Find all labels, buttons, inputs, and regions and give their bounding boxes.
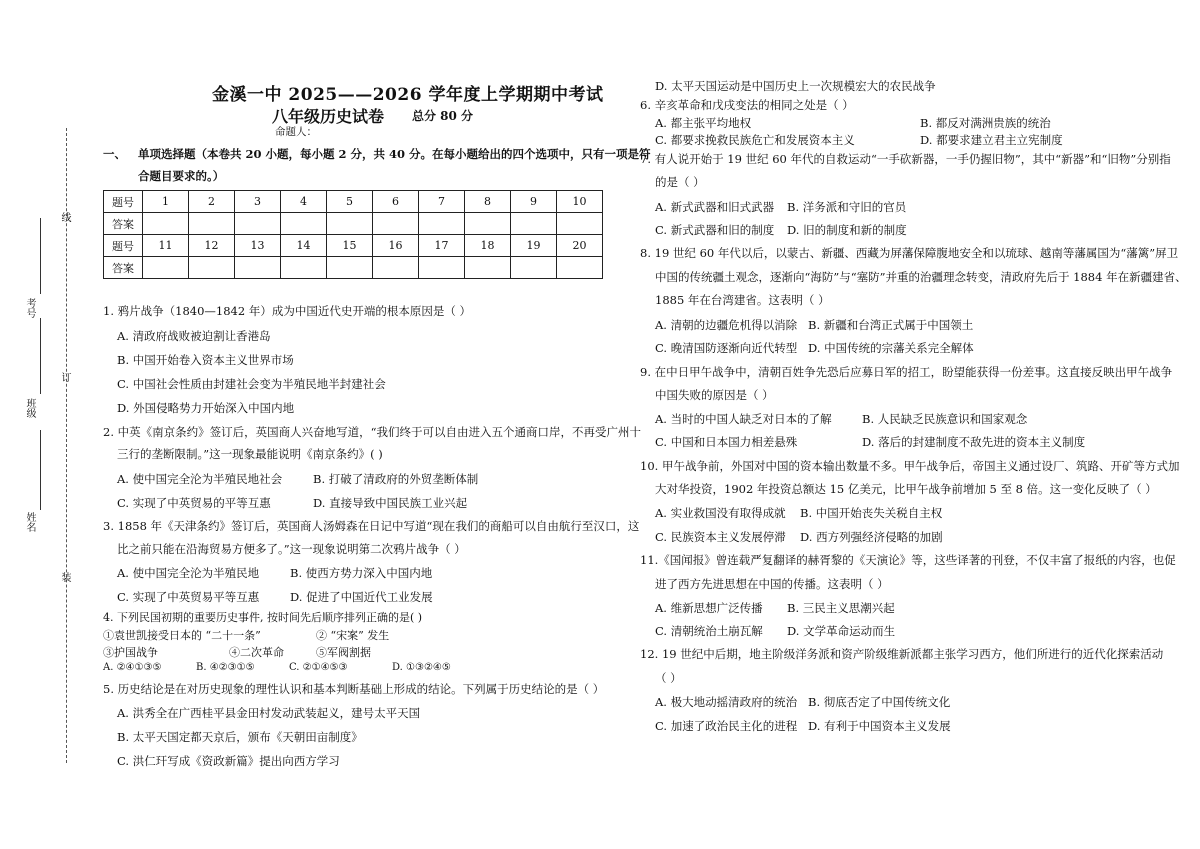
question-10-line2: 大对华投资，1902 年投资总额达 15 亿美元，比甲午战争前增加 5 至 8 倍。这一变化反映了（ ） (655, 482, 1157, 496)
question-3-line1: 3. 1858 年《天津条约》签订后，英国商人汤姆森在日记中写道“现在我们的商船可以自由航行至汉口，这 (103, 519, 640, 533)
answer-cell[interactable] (465, 213, 511, 235)
q12-option-d: D. 有利于中国资本主义发展 (808, 719, 951, 733)
banji-underline (40, 318, 41, 394)
q2-option-a: A. 使中国完全沦为半殖民地社会 (117, 472, 283, 486)
question-number-cell: 2 (189, 191, 235, 213)
table-header-cell: 题号 (104, 235, 143, 257)
table-header-cell: 答案 (104, 257, 143, 279)
question-number-cell: 15 (327, 235, 373, 257)
question-number-cell: 7 (419, 191, 465, 213)
question-number-cell: 5 (327, 191, 373, 213)
q4-event-2: ② “宋案” 发生 (316, 629, 390, 642)
q8-option-d: D. 中国传统的宗藩关系完全解体 (808, 341, 974, 355)
q4-event-4: ④二次革命 (229, 646, 284, 659)
q3-option-a: A. 使中国完全沦为半殖民地 (117, 566, 260, 580)
margin-label-xingming: 姓名 (24, 512, 35, 532)
q11-option-c: C. 清朝统治土崩瓦解 (655, 624, 763, 638)
question-number-cell: 10 (557, 191, 603, 213)
question-number-cell: 17 (419, 235, 465, 257)
q8-option-c: C. 晚清国防逐渐向近代转型 (655, 341, 798, 355)
question-7-line1: 7. 有人说开始于 19 世纪 60 年代的自救运动“一手砍新器，一手仍握旧物”，其中“新器”和“旧物”分别指 (640, 152, 1171, 166)
question-5: 5. 历史结论是在对历史现象的理性认识和基本判断基础上形成的结论。下列属于历史结论的是（ ） (103, 682, 605, 696)
q12-option-a: A. 极大地动摇清政府的统治 (655, 695, 798, 709)
question-number-cell: 6 (373, 191, 419, 213)
question-8-line3: 1885 年在台湾建省。这表明（ ） (655, 293, 830, 307)
q7-option-c: C. 新式武器和旧的制度 (655, 223, 775, 237)
table-row (104, 257, 603, 279)
question-11-line1: 11.《国闻报》曾连载严复翻译的赫胥黎的《天演论》等，这些译著的刊登，不仅丰富了报纸的内容，也促 (640, 553, 1176, 567)
answer-cell[interactable] (373, 257, 419, 279)
answer-cell[interactable] (557, 257, 603, 279)
q10-option-d: D. 西方列强经济侵略的加剧 (800, 530, 943, 544)
question-3-line2: 比之前只能在沿海贸易方便多了。”这一现象说明第二次鸦片战争（ ） (117, 542, 466, 556)
q11-option-b: B. 三民主义思潮兴起 (787, 601, 895, 615)
q9-option-b: B. 人民缺乏民族意识和国家观念 (862, 412, 1028, 426)
q3-option-b: B. 使西方势力深入中国内地 (290, 566, 433, 580)
q6-option-a: A. 都主张平均地权 (655, 116, 752, 130)
xingming-underline (40, 430, 41, 510)
answer-cell[interactable] (281, 257, 327, 279)
q12-option-c: C. 加速了政治民主化的进程 (655, 719, 798, 733)
question-1: 1. 鸦片战争（1840—1842 年）成为中国近代史开端的根本原因是（ ） (103, 304, 471, 318)
q6-option-b: B. 都反对满洲贵族的统治 (920, 116, 1051, 130)
question-7-line2: 的是（ ） (655, 175, 705, 189)
q8-option-b: B. 新疆和台湾正式属于中国领土 (808, 318, 974, 332)
answer-cell[interactable] (281, 213, 327, 235)
answer-table (103, 190, 603, 279)
q11-option-a: A. 维新思想广泛传播 (655, 601, 763, 615)
q1-option-a: A. 清政府战败被迫割让香港岛 (117, 329, 271, 343)
q3-option-d: D. 促进了中国近代工业发展 (290, 590, 433, 604)
question-9-line1: 9. 在中日甲午战争中，清朝百姓争先恐后应募日军的招工，盼望能获得一份差事。这直接反映出甲午战争 (640, 365, 1173, 379)
q5-option-c: C. 洪仁玕写成《资政新篇》提出向西方学习 (117, 754, 340, 768)
question-6: 6. 辛亥革命和戊戌变法的相同之处是（ ） (640, 98, 854, 112)
q10-option-c: C. 民族资本主义发展停滞 (655, 530, 786, 544)
q9-option-d: D. 落后的封建制度不敌先进的资本主义制度 (862, 435, 1086, 449)
q7-option-b: B. 洋务派和守旧的官员 (787, 200, 907, 214)
q1-option-d: D. 外国侵略势力开始深入中国内地 (117, 401, 295, 415)
answer-cell[interactable] (419, 213, 465, 235)
q12-option-b: B. 彻底否定了中国传统文化 (808, 695, 951, 709)
q4-option-a: A. ②④①③⑤ (103, 662, 162, 673)
question-number-cell: 1 (143, 191, 189, 213)
q5-option-d: D. 太平天国运动是中国历史上一次规模宏大的农民战争 (655, 79, 936, 93)
binding-dashed-line (66, 128, 67, 763)
question-number-cell: 11 (143, 235, 189, 257)
q1-option-c: C. 中国社会性质由封建社会变为半殖民地半封建社会 (117, 377, 386, 391)
table-row (104, 213, 603, 235)
section-number: 一、 (103, 147, 126, 161)
q5-option-b: B. 太平天国定都天京后，颁布《天朝田亩制度》 (117, 730, 363, 744)
q4-option-d: D. ①③②④⑤ (392, 662, 451, 673)
q2-option-d: D. 直接导致中国民族工业兴起 (313, 496, 468, 510)
margin-label-ding: 订 (59, 372, 70, 382)
question-number-cell: 3 (235, 191, 281, 213)
question-number-cell: 12 (189, 235, 235, 257)
answer-cell[interactable] (189, 213, 235, 235)
question-10-line1: 10. 甲午战争前，外国对中国的资本输出数量不多。甲午战争后，帝国主义通过设厂、筑路、开矿等方式加 (640, 459, 1180, 473)
question-12-line2: （ ） (655, 671, 682, 685)
question-8-line1: 8. 19 世纪 60 年代以后，以蒙古、新疆、西藏为屏藩保障腹地安全和以琉球、越南等藩属国为“藩篱”屏卫 (640, 246, 1179, 260)
question-number-cell: 4 (281, 191, 327, 213)
question-number-cell: 19 (511, 235, 557, 257)
q4-event-5: ⑤军阀割据 (316, 646, 371, 659)
margin-label-zhuang: 装 (59, 572, 70, 582)
q9-option-a: A. 当时的中国人缺乏对日本的了解 (655, 412, 832, 426)
author-label: 命题人： (275, 126, 317, 138)
answer-cell[interactable] (327, 257, 373, 279)
table-header-cell: 答案 (104, 213, 143, 235)
section-instructions-2: 合题目要求的。） (138, 169, 225, 183)
answer-cell[interactable] (327, 213, 373, 235)
question-2-line1: 2. 中英《南京条约》签订后，英国商人兴奋地写道，“我们终于可以自由进入五个通商口岸，不再受广州十 (103, 425, 642, 439)
q4-option-c: C. ②①④⑤③ (289, 662, 348, 673)
q5-option-a: A. 洪秀全在广西桂平县金田村发动武装起义，建号太平天国 (117, 706, 421, 720)
q10-option-b: B. 中国开始丧失关税自主权 (800, 506, 943, 520)
margin-label-line: 线 (59, 212, 70, 222)
kaohao-underline (40, 218, 41, 294)
answer-cell[interactable] (373, 213, 419, 235)
q11-option-d: D. 文学革命运动而生 (787, 624, 896, 638)
margin-label-banji: 班级 (24, 398, 35, 418)
question-number-cell: 18 (465, 235, 511, 257)
q2-option-c: C. 实现了中英贸易的平等互惠 (117, 496, 271, 510)
answer-cell[interactable] (143, 213, 189, 235)
answer-cell[interactable] (557, 213, 603, 235)
q8-option-a: A. 清朝的边疆危机得以消除 (655, 318, 798, 332)
q4-option-b: B. ④②③①⑤ (196, 662, 255, 673)
q3-option-c: C. 实现了中英贸易平等互惠 (117, 590, 260, 604)
answer-cell[interactable] (511, 213, 557, 235)
q4-event-1: ①袁世凯接受日本的 “二十一条” (103, 629, 261, 642)
question-11-line2: 进了西方先进思想在中国的传播。这表明（ ） (655, 577, 889, 591)
question-12-line1: 12. 19 世纪中后期，地主阶级洋务派和资产阶级维新派都主张学习西方，他们所进行的近代化探索活动 (640, 647, 1164, 661)
table-row (104, 191, 603, 213)
q1-option-b: B. 中国开始卷入资本主义世界市场 (117, 353, 294, 367)
q4-event-3: ③护国战争 (103, 646, 158, 659)
answer-cell[interactable] (419, 257, 465, 279)
answer-cell[interactable] (235, 213, 281, 235)
question-9-line2: 中国失败的原因是（ ） (655, 388, 774, 402)
table-row (104, 235, 603, 257)
q2-option-b: B. 打破了清政府的外贸垄断体制 (313, 472, 479, 486)
answer-cell[interactable] (511, 257, 557, 279)
question-number-cell: 13 (235, 235, 281, 257)
total-score: 总分 80 分 (412, 109, 474, 123)
answer-cell[interactable] (235, 257, 281, 279)
q7-option-d: D. 旧的制度和新的制度 (787, 223, 907, 237)
margin-label-kaohao: 考号 (24, 298, 35, 318)
question-number-cell: 8 (465, 191, 511, 213)
exam-subtitle: 八年级历史试卷 (272, 107, 385, 126)
answer-cell[interactable] (189, 257, 235, 279)
question-4: 4. 下列民国初期的重要历史事件, 按时间先后顺序排列正确的是( ) (103, 611, 423, 624)
exam-title: 金溪一中 2025——2026 学年度上学期期中考试 (212, 85, 604, 105)
table-header-cell: 题号 (104, 191, 143, 213)
question-number-cell: 9 (511, 191, 557, 213)
question-number-cell: 20 (557, 235, 603, 257)
q10-option-a: A. 实业救国没有取得成就 (655, 506, 786, 520)
q6-option-d: D. 都要求建立君主立宪制度 (920, 133, 1063, 147)
q6-option-c: C. 都要求挽救民族危亡和发展资本主义 (655, 133, 855, 147)
answer-cell[interactable] (143, 257, 189, 279)
question-number-cell: 14 (281, 235, 327, 257)
question-8-line2: 中国的传统疆土观念，逐渐向“海防”与“塞防”并重的治疆理念转变，清政府先后于 1884 年在新疆建省、 (655, 270, 1187, 284)
q9-option-c: C. 中国和日本国力相差悬殊 (655, 435, 798, 449)
section-instructions-1: 单项选择题（本卷共 20 小题，每小题 2 分，共 40 分。在每小题给出的四个选项中，只有一项是符 (138, 147, 651, 161)
question-2-line2: 三行的垄断限制。”这一现象最能说明《南京条约》( ) (117, 447, 383, 461)
question-number-cell: 16 (373, 235, 419, 257)
q7-option-a: A. 新式武器和旧式武器 (655, 200, 775, 214)
answer-cell[interactable] (465, 257, 511, 279)
